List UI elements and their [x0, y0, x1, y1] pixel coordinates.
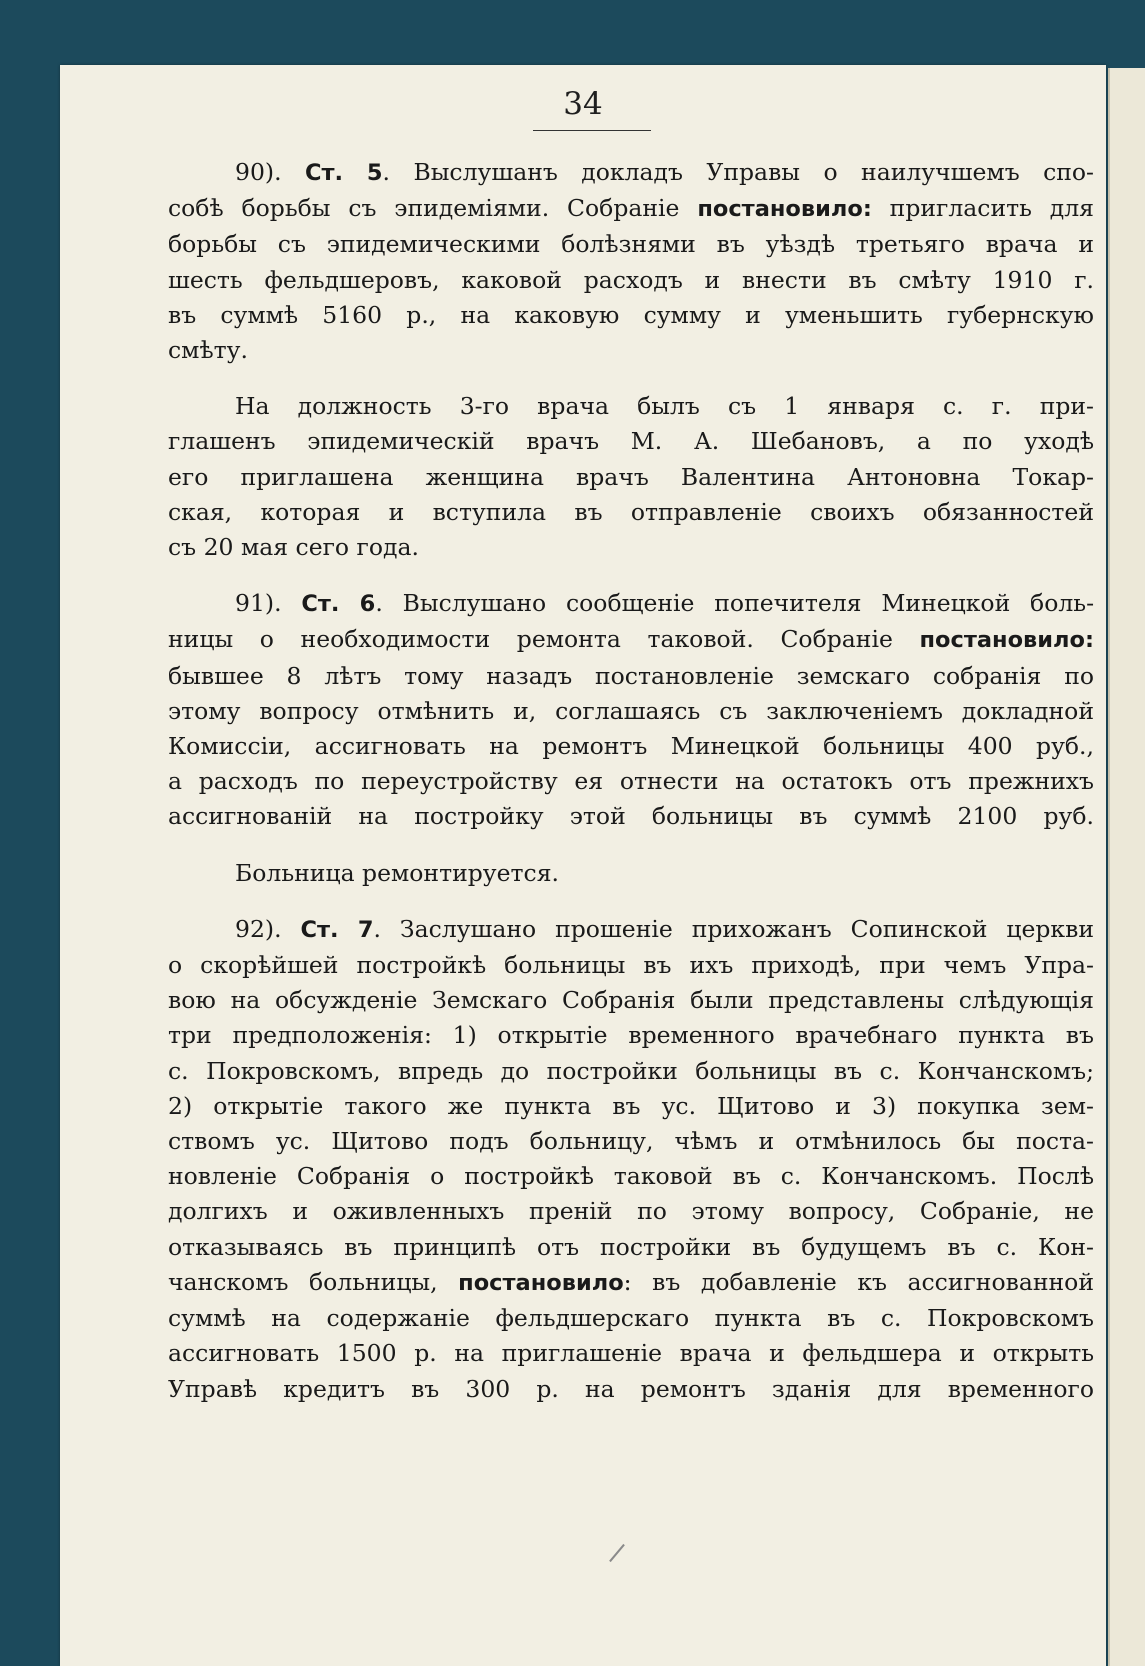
paragraph-note-hospital: [168, 856, 1094, 891]
text-line: въ суммѣ 5160 р., на каковую сумму и уменьшить губернскую: [168, 300, 1094, 329]
text-line: шесть фельдшеровъ, каковой расходъ и внести въ смѣту 1910 г.: [168, 265, 1094, 294]
text-line: 91). Ст. 6. Выслушано сообщеніе попечителя Минецкой боль-: [235, 589, 1095, 618]
text-line: 92). Ст. 7. Заслушано прошеніе прихожанъ Сопинской церкви: [235, 914, 1095, 943]
text-line: этому вопросу отмѣнить и, соглашаясь съ заключеніемъ докладной: [168, 696, 1094, 725]
text-line: 2) открытіе такого же пункта въ ус. Щитово и 3) покупка зем-: [168, 1091, 1094, 1120]
text-line: ская, которая и вступила въ отправленіе своихъ обязанностей: [168, 497, 1094, 526]
page-text: [168, 155, 1094, 1407]
text-line: а расходъ по переустройству ея отнести на остатокъ отъ прежнихъ: [168, 767, 1094, 796]
text-line: ассигнованій на постройку этой больницы въ суммѣ 2100 руб.: [168, 802, 1094, 831]
text-line: Комиссіи, ассигновать на ремонтъ Минецкой больницы 400 руб.,: [168, 732, 1094, 761]
text-line: 90). Ст. 5. Выслушанъ докладъ Управы о наилучшемъ спо-: [235, 158, 1094, 186]
next-page-edge: [1108, 68, 1145, 1666]
paragraph-90: [168, 155, 1094, 368]
text-line: о скорѣйшей постройкѣ больницы въ ихъ приходѣ, при чемъ Упра-: [168, 951, 1094, 980]
paragraph-91: [168, 586, 1094, 834]
text-line: три предположенія: 1) открытіе временного врачебнаго пункта въ: [168, 1021, 1094, 1050]
text-line: суммѣ на содержаніе фельдшерскаго пункта въ с. Покровскомъ: [168, 1304, 1094, 1333]
article-ref: Ст. 6: [301, 591, 376, 618]
text-line: смѣту.: [168, 336, 248, 365]
page-number-rule: [533, 130, 651, 131]
text-line: отказываясь въ принципѣ отъ постройки въ будущемъ въ с. Кон-: [168, 1232, 1094, 1261]
text-line: собѣ борьбы съ эпидеміями. Собраніе постановило: пригласить для: [168, 194, 1094, 223]
article-ref: Ст. 7: [300, 916, 374, 943]
resolution-keyword: постановило: [458, 1269, 624, 1296]
text-line: с. Покровскомъ, впредь до постройки больницы въ с. Кончанскомъ;: [168, 1056, 1094, 1085]
article-ref: Ст. 5: [304, 160, 383, 186]
text-line: Управѣ кредитъ въ 300 р. на ремонтъ зданія для временного: [168, 1374, 1094, 1403]
text-line: борьбы съ эпидемическими болѣзнями въ уѣздѣ третьяго врача и: [168, 230, 1094, 259]
text-line: вою на обсужденіе Земскаго Собранія были представлены слѣдующія: [168, 986, 1094, 1015]
text-line: чанскомъ больницы, постановило: въ добавленіе къ ассигнованной: [168, 1267, 1094, 1296]
page-number: 34: [563, 86, 603, 122]
pencil-mark: [609, 1544, 625, 1562]
text-line: бывшее 8 лѣтъ тому назадъ постановленіе земскаго собранія по: [168, 661, 1094, 690]
text-line: На должность 3-го врача былъ съ 1 января с. г. при-: [235, 392, 1094, 421]
text-line: долгихъ и оживленныхъ преній по этому вопросу, Собраніе, не: [168, 1197, 1094, 1226]
text-line: Больница ремонтируется.: [235, 858, 559, 887]
paragraph-92: [168, 912, 1094, 1407]
book-page: [60, 65, 1106, 1666]
text-line: ницы о необходимости ремонта таковой. Собраніе постановило:: [168, 625, 1094, 654]
text-line: его приглашена женщина врачъ Валентина Антоновна Токар-: [168, 462, 1094, 491]
text-line: глашенъ эпидемическій врачъ М. А. Шебановъ, а по уходѣ: [168, 427, 1094, 456]
text-line: новленіе Собранія о постройкѣ таковой въ с. Кончанскомъ. Послѣ: [168, 1162, 1094, 1191]
text-line: ассигновать 1500 р. на приглашеніе врача и фельдшера и открыть: [168, 1339, 1094, 1368]
paragraph-note-doctor: [168, 389, 1094, 565]
resolution-keyword: постановило:: [697, 196, 872, 223]
text-line: съ 20 мая сего года.: [168, 533, 419, 562]
resolution-keyword: постановило:: [919, 627, 1094, 654]
text-line: ствомъ ус. Щитово подъ больницу, чѣмъ и отмѣнилось бы поста-: [168, 1127, 1094, 1156]
